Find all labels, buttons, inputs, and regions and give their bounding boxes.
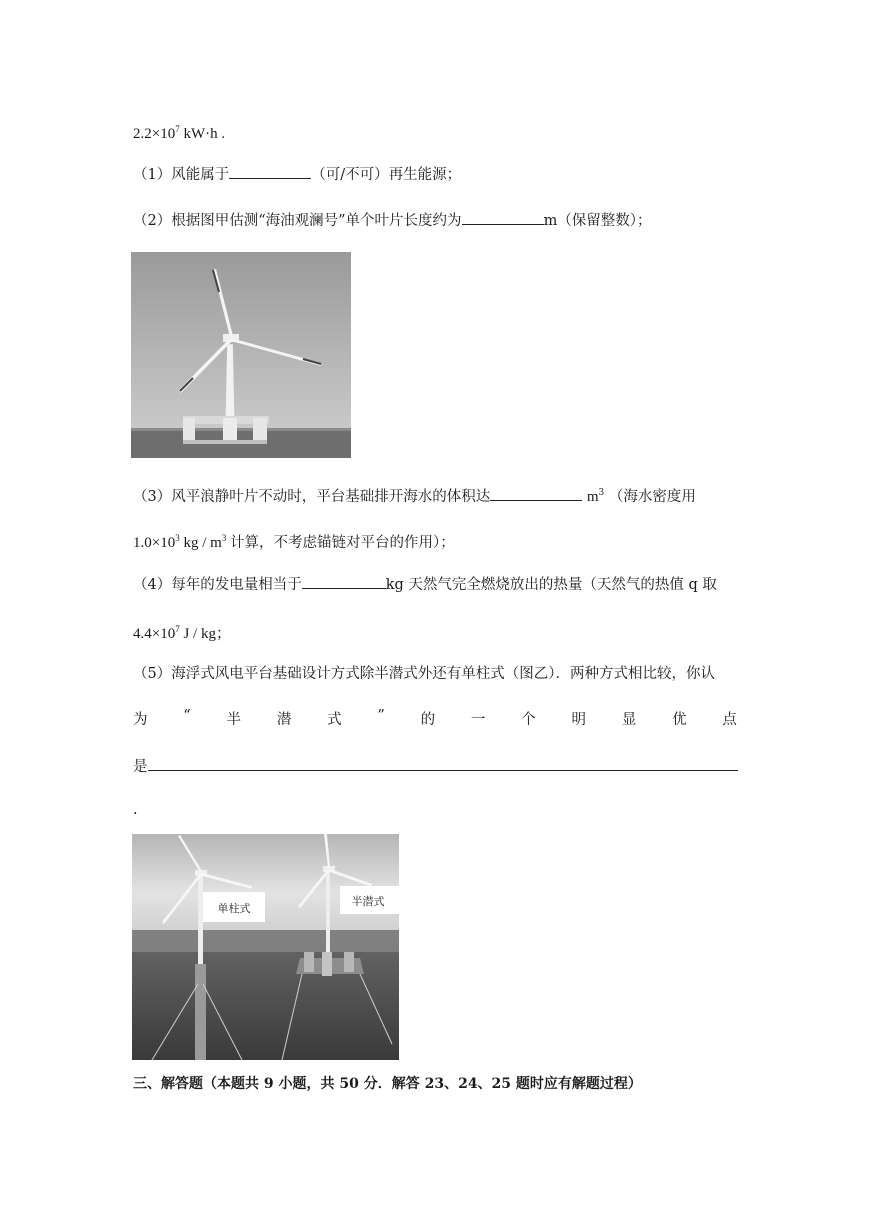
energy-value-line: $2.2\times 10^7$ kW·h . bbox=[133, 124, 226, 142]
answer-blank-1[interactable] bbox=[229, 163, 311, 179]
question-3: （3）风平浪静叶片不动时，平台基础排开海水的体积达 $m^3$ （海水密度用 bbox=[133, 483, 696, 507]
figure-turbine-photo bbox=[131, 252, 351, 458]
answer-blank-5[interactable] bbox=[148, 755, 738, 771]
answer-blank-2[interactable] bbox=[462, 209, 544, 225]
label-single-column: 单柱式 bbox=[217, 902, 251, 915]
question-4-heat-value: $4.4\times 10^7$ J / kg； bbox=[133, 624, 231, 642]
answer-blank-4[interactable] bbox=[302, 573, 386, 589]
question-5: （5）海浮式风电平台基础设计方式除半潜式外还有单柱式（图乙）．两种方式相比较，你认 bbox=[133, 666, 715, 682]
question-4: （4）每年的发电量相当于 kg 天然气完全燃烧放出的热量（天然气的热值 q 取 bbox=[133, 573, 717, 595]
section-3-heading: 三、解答题（本题共 9 小题，共 50 分．解答 23、24、25 题时应有解题过程） bbox=[133, 1076, 642, 1092]
comparison-illustration bbox=[132, 834, 399, 1060]
question-5-answer-line: 是 bbox=[133, 755, 738, 777]
figure-comparison-photo bbox=[132, 834, 399, 1060]
question-2: （2）根据图甲估测“海油观澜号”单个叶片长度约为 m（保留整数）； bbox=[133, 209, 652, 231]
question-1: （1）风能属于 （可/不可）再生能源； bbox=[133, 163, 461, 185]
label-semi-submersible: 半潜式 bbox=[351, 895, 385, 908]
turbine-illustration bbox=[131, 252, 351, 458]
answer-blank-3[interactable] bbox=[490, 485, 582, 501]
question-3-density: $1.0\times 10^3$ kg / $m^3$ 计算，不考虑锚链对平台的作用）； bbox=[133, 533, 455, 551]
question-5-period: . bbox=[133, 802, 138, 818]
question-5-spread-line: 为 “ 半 潜 式 ” 的 一 个 明 显 优 点 bbox=[133, 708, 737, 728]
